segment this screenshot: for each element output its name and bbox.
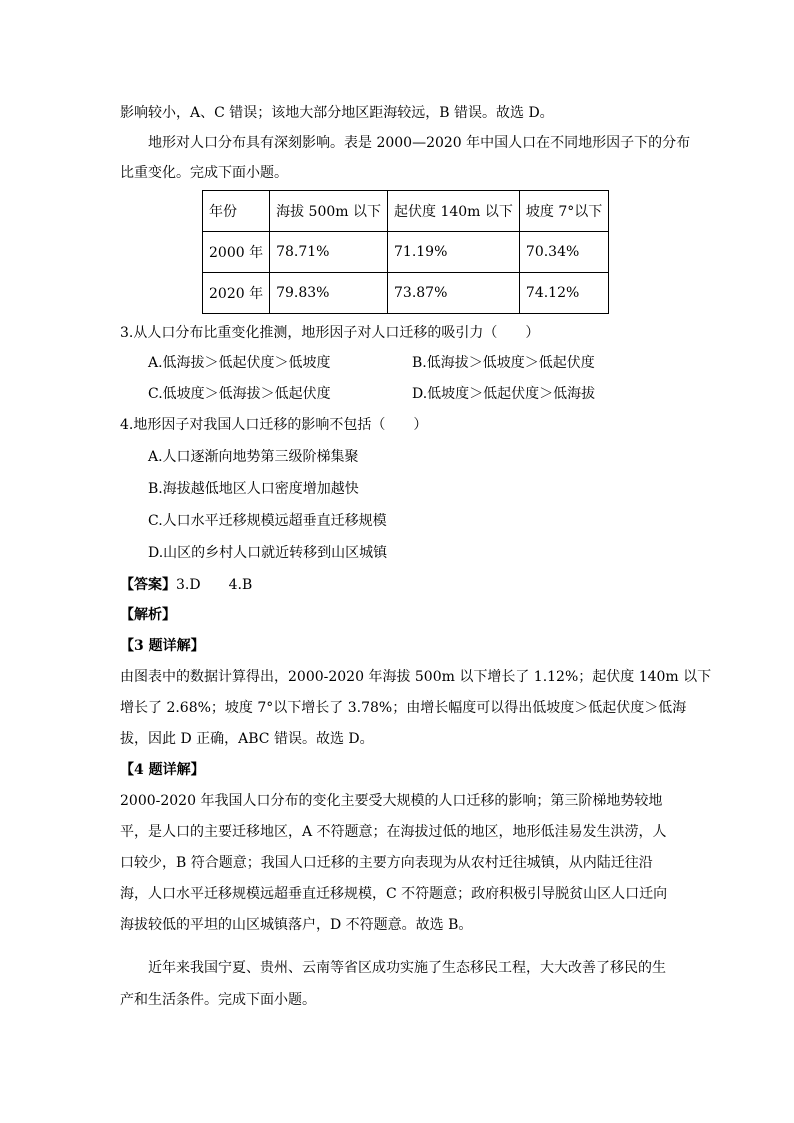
question-4-option-d: D.山区的乡村人口就近转移到山区城镇 bbox=[148, 545, 388, 561]
table-header-row bbox=[203, 191, 609, 232]
answer-line bbox=[120, 575, 252, 595]
table-cell: 74.12% bbox=[519, 273, 608, 314]
question-4-detail-label: 【4 题详解】 bbox=[120, 762, 205, 778]
question-4-detail-line: 海，人口水平迁移规模远超垂直迁移规模，C 不符题意；政府积极引导脱贫山区人口迁向 bbox=[120, 886, 668, 902]
question-3-option-a: A.低海拔＞低起伏度＞低坡度 bbox=[148, 355, 331, 371]
table-header-cell: 海拔 500m 以下 bbox=[270, 191, 388, 232]
table-header-cell: 年份 bbox=[203, 191, 270, 232]
table-row bbox=[203, 232, 609, 273]
analysis-label: 【解析】 bbox=[120, 607, 176, 623]
question-3-detail-line: 拔，因此 D 正确，ABC 错误。故选 D。 bbox=[120, 731, 374, 747]
intro-paragraph-line: 比重变化。完成下面小题。 bbox=[120, 165, 288, 181]
next-passage-line: 近年来我国宁夏、贵州、云南等省区成功实施了生态移民工程，大大改善了移民的生 bbox=[148, 960, 666, 976]
table-header-cell: 起伏度 140m 以下 bbox=[388, 191, 520, 232]
question-4-detail-line: 平，是人口的主要迁移地区，A 不符题意；在海拔过低的地区，地形低洼易发生洪涝，人 bbox=[120, 824, 667, 840]
question-4-stem: 4.地形因子对我国人口迁移的影响不包括（ ） bbox=[120, 417, 428, 433]
table-cell: 79.83% bbox=[270, 273, 388, 314]
question-3-option-c: C.低坡度＞低海拔＞低起伏度 bbox=[148, 386, 331, 402]
table-cell: 70.34% bbox=[519, 232, 608, 273]
table-cell: 2000 年 bbox=[203, 232, 270, 273]
question-4-detail-line: 海拔较低的平坦的山区城镇落户，D 不符题意。故选 B。 bbox=[120, 917, 473, 933]
table-cell: 73.87% bbox=[388, 273, 520, 314]
question-3-option-b: B.低海拔＞低坡度＞低起伏度 bbox=[412, 355, 595, 371]
question-3-detail-line: 增长了 2.68%；坡度 7°以下增长了 3.78%；由增长幅度可以得出低坡度＞低起伏度＞低海 bbox=[120, 700, 687, 716]
table-row bbox=[203, 273, 609, 314]
next-passage-line: 产和生活条件。完成下面小题。 bbox=[120, 992, 316, 1008]
answer-value: 3.D 4.B bbox=[176, 577, 253, 593]
question-4-option-c: C.人口水平迁移规模远超垂直迁移规模 bbox=[148, 513, 387, 529]
question-3-detail-line: 由图表中的数据计算得出，2000-2020 年海拔 500m 以下增长了 1.12%；起伏度 140m 以下 bbox=[120, 669, 712, 685]
table-header-cell: 坡度 7°以下 bbox=[519, 191, 608, 232]
question-4-option-a: A.人口逐渐向地势第三级阶梯集聚 bbox=[148, 449, 359, 465]
question-4-option-b: B.海拔越低地区人口密度增加越快 bbox=[148, 481, 359, 497]
question-3-stem: 3.从人口分布比重变化推测，地形因子对人口迁移的吸引力（ ） bbox=[120, 325, 540, 341]
table-cell: 71.19% bbox=[388, 232, 520, 273]
intro-paragraph-line: 地形对人口分布具有深刻影响。表是 2000—2020 年中国人口在不同地形因子下的分布 bbox=[148, 135, 691, 151]
table-cell: 78.71% bbox=[270, 232, 388, 273]
question-4-detail-line: 2000-2020 年我国人口分布的变化主要受大规模的人口迁移的影响；第三阶梯地势较地 bbox=[120, 793, 663, 809]
table-cell: 2020 年 bbox=[203, 273, 270, 314]
population-distribution-table bbox=[202, 190, 609, 314]
question-3-detail-label: 【3 题详解】 bbox=[120, 638, 205, 654]
question-3-option-d: D.低坡度＞低起伏度＞低海拔 bbox=[412, 386, 596, 402]
question-4-detail-line: 口较少，B 符合题意；我国人口迁移的主要方向表现为从农村迁往城镇，从内陆迁往沿 bbox=[120, 855, 653, 871]
text-line: 影响较小，A、C 错误；该地大部分地区距海较远，B 错误。故选 D。 bbox=[120, 105, 554, 121]
answer-label: 【答案】 bbox=[120, 577, 176, 593]
